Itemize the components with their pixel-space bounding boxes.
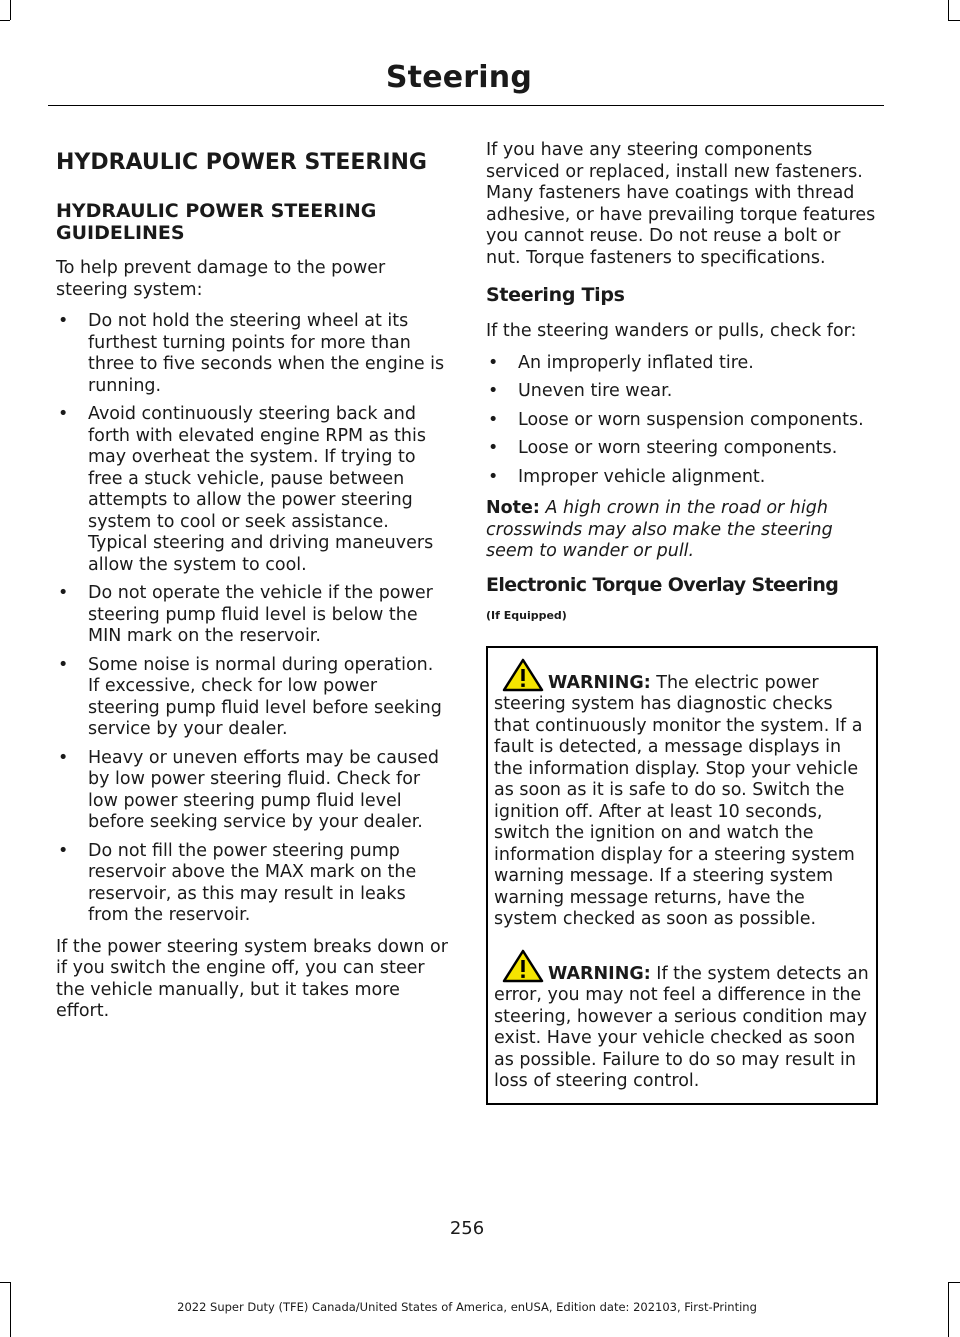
note-label: Note: — [486, 498, 540, 518]
etos-heading: Electronic Torque Overlay Steering — [486, 573, 839, 596]
fasteners-paragraph: If you have any steering components serviced or replaced, install new fasteners. Many fasteners have coatings with thread adhesive, or have prevailing torque features you cannot reuse. Do not reuse a bolt or nut. Torque fasteners to specifications. — [486, 140, 876, 268]
crop-mark — [948, 20, 960, 21]
list-item: • Loose or worn steering components. — [488, 438, 838, 458]
bullet-icon: • — [58, 840, 69, 861]
warning-box — [486, 646, 878, 1105]
list-item: • Do not hold the steering wheel at its furthest turning points for more than three to five seconds when the engine is running. — [58, 311, 445, 396]
list-item: • Do not operate the vehicle if the power steering pump fluid level is below the MIN mark on the reservoir. — [58, 583, 433, 646]
guidelines-heading: HYDRAULIC POWER STEERING GUIDELINES — [56, 200, 377, 244]
crop-mark — [948, 1282, 949, 1337]
bullet-icon: • — [488, 466, 499, 487]
crop-mark — [948, 0, 949, 20]
footer-edition: 2022 Super Duty (TFE) Canada/United States of America, enUSA, Edition date: 202103, First-Printing — [177, 1300, 757, 1314]
page-header-title: Steering — [385, 60, 532, 95]
list-item: • Improper vehicle alignment. — [488, 466, 766, 487]
crop-mark — [0, 1282, 10, 1283]
crop-mark — [10, 0, 11, 20]
header-divider — [48, 105, 884, 106]
list-item: • An improperly inflated tire. — [488, 352, 754, 373]
guidelines-list — [56, 311, 448, 927]
main-heading: HYDRAULIC POWER STEERING — [56, 150, 427, 175]
crop-mark — [0, 20, 10, 21]
warning-label: WARNING: — [548, 672, 651, 693]
crop-mark — [948, 1282, 960, 1283]
steering-tips-list — [486, 353, 878, 489]
list-item: • Some noise is normal during operation. If excessive, check for low power steering pump fluid level before seeking service by your dealer. — [58, 654, 442, 739]
guidelines-closing: If the power steering system breaks down or if you switch the engine off, you can steer the vehicle manually, but it takes more effort. — [56, 936, 448, 1021]
guidelines-intro: To help prevent damage to the power steering system: — [56, 258, 386, 300]
list-item: • Loose or worn suspension components. — [488, 409, 864, 430]
bullet-icon: • — [58, 747, 69, 768]
bullet-icon: • — [58, 654, 69, 675]
warning-triangle-icon — [502, 658, 544, 692]
page-number: 256 — [449, 1218, 485, 1239]
right-column — [486, 140, 878, 1105]
left-column — [56, 140, 448, 1033]
warning-paragraph — [494, 658, 870, 931]
bullet-icon: • — [488, 352, 499, 373]
bullet-icon: • — [58, 404, 69, 424]
warning-triangle-icon — [502, 949, 544, 983]
list-item: • Heavy or uneven efforts may be caused by low power steering fluid. Check for low power steering pump fluid level before seeking service by your dealer. — [58, 747, 439, 832]
note-paragraph — [486, 498, 878, 563]
bullet-icon: • — [58, 311, 69, 331]
bullet-icon: • — [488, 438, 499, 458]
steering-tips-heading: Steering Tips — [486, 284, 625, 306]
list-item: • Do not fill the power steering pump reservoir above the MAX mark on the reservoir, as this may result in leaks from the reservoir. — [58, 840, 417, 925]
bullet-icon: • — [488, 409, 499, 430]
note-text: A high crown in the road or high crosswinds may also make the steering seem to wander or pull. — [486, 498, 833, 561]
list-item: • Uneven tire wear. — [488, 381, 673, 401]
warning-text: If the system detects an error, you may not feel a difference in the steering, however a serious condition may exist. Have your vehicle checked as soon as possible. Failure to do so may result in loss of steering control. — [494, 963, 869, 1091]
list-item: • Avoid continuously steering back and forth with elevated engine RPM as this may overheat the system. If trying to free a stuck vehicle, pause between attempts to allow the power steering system to cool or seek assistance. Typical steering and driving maneuvers allow the system to cool. — [58, 404, 434, 575]
warning-paragraph — [494, 949, 870, 1093]
warning-text: The electric power steering system has diagnostic checks that continuously monitor the system. If a fault is detected, a message displays in the information display. Stop your vehicle as soon as it is safe to do so. Switch the ignition off. After at least 10 seconds, switch the ignition on and watch the information display for a steering system warning message. If a steering system warning message returns, have the system checked as soon as possible. — [494, 672, 863, 929]
warning-label: WARNING: — [548, 963, 651, 984]
steering-tips-intro: If the steering wanders or pulls, check for: — [486, 321, 857, 341]
bullet-icon: • — [58, 583, 69, 603]
bullet-icon: • — [488, 381, 499, 401]
etos-if-equipped: (If Equipped) — [486, 608, 567, 622]
